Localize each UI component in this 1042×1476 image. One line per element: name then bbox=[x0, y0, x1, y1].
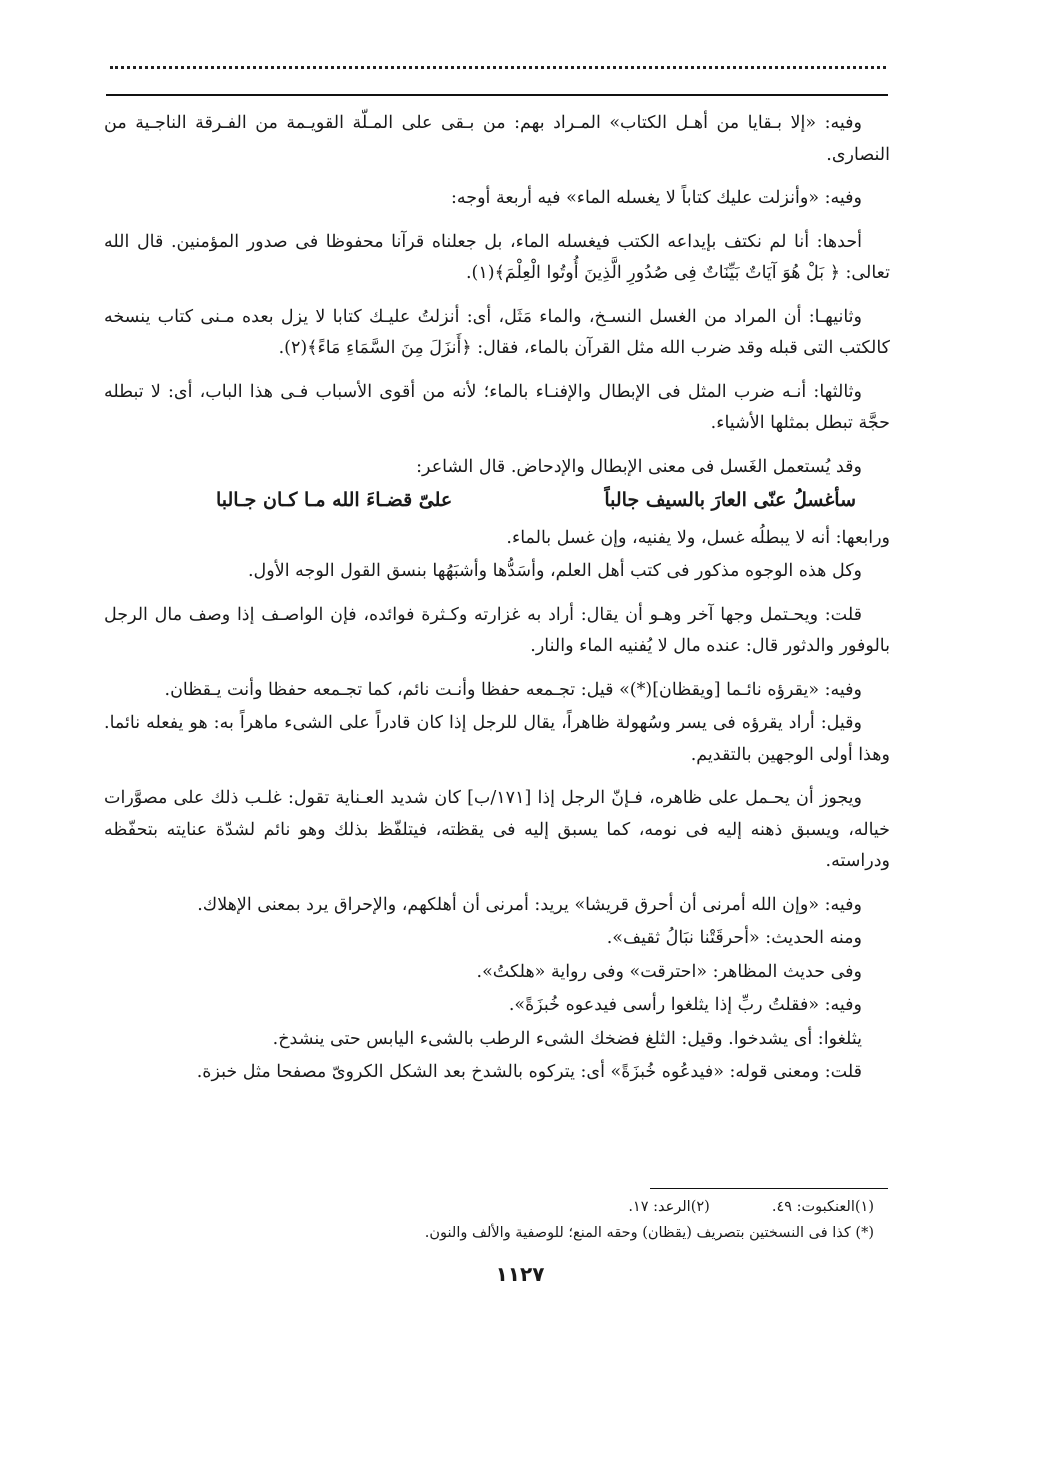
paragraph: وفيه: «وإن الله أمرنى أن أحرق قريشا» يريد: أمرنى أن أهلكهم، والإحراق يرد بمعنى الإهلاك. bbox=[197, 894, 862, 915]
paragraph: يثلغوا: أى يشدخوا. وقيل: الثلغ فضخك الشىء الرطب بالشىء اليابس حتى ينشدخ. bbox=[272, 1028, 862, 1049]
page-number: ١١٢٧ bbox=[495, 1262, 545, 1286]
footnote: (٢)الرعد: ١٧. bbox=[628, 1199, 710, 1215]
paragraph: وثانيهـا: أن المراد من الغسل النسـخ، والماء مَثَل، أى: أنزلتُ عليـك كتابا لا يزل بعده مـنى كتاب ينسخه كالكتب التى قبله وقد ضرب الله مثل القرآن بالماء، فقال: ﴿أَنزَلَ مِنَ السَّمَاءِ مَاءً﴾(٢). bbox=[104, 306, 890, 358]
footnotes bbox=[300, 1194, 874, 1246]
footnote-rule bbox=[650, 1188, 888, 1189]
footnote: (١)العنكبوت: ٤٩. bbox=[771, 1199, 874, 1215]
paragraph: وفيه: «يقرؤه نائـما [ويقظان](*)» قيل: تجـمعه حفظا وأنـت نائم، كما تجـمعه حفظا وأنت يـقظان. bbox=[164, 679, 862, 700]
paragraph: وفى حديث المظاهر: «احترقت» وفى رواية «هلكتُ». bbox=[476, 961, 862, 982]
paragraph: وقد يُستعمل الغَسل فى معنى الإبطال والإدحاض. قال الشاعر: bbox=[416, 456, 862, 477]
verse-first-hemistich: سأغسلُ عنّى العارَ بالسيف جالباً bbox=[604, 489, 856, 511]
footnote-row bbox=[300, 1194, 874, 1220]
main-text bbox=[104, 108, 890, 1091]
paragraph: وقيل: أراد يقرؤه فى يسر وسُهولة ظاهراً، يقال للرجل إذا كان قادراً على الشىء ماهراً به: هو يفعله نائما. وهذا أولى الوجهين بالتقديم. bbox=[104, 713, 890, 765]
paragraph: وكل هذه الوجوه مذكور فى كتب أهل العلم، وأسَدُّها وأشبَهُها بنسق القول الوجه الأول. bbox=[247, 561, 862, 581]
paragraph: وفيه: «إلا بـقايا من أهـل الكتاب» المـراد بهم: من بـقى على المـلّة القويـمة من الفـرقة الناجـية من النصارى. bbox=[104, 113, 890, 165]
paragraph: ورابعها: أنه لا يبطلُه غسل، ولا يفنيه، وإن غسل بالماء. bbox=[506, 527, 890, 548]
footnote: (*) كذا فى النسختين بتصريف (يقظان) وحقه المنع؛ للوصفية والألف والنون. bbox=[424, 1225, 874, 1241]
paragraph: وثالثها: أنـه ضرب المثل فى الإبطال والإفنـاء بالماء؛ لأنه من أقوى الأسباب فـى هذا الباب، أى: لا تبطله حجَّة تبطل بمثلها الأشياء. bbox=[104, 381, 890, 433]
poem-verse bbox=[104, 485, 890, 517]
paragraph: ويجوز أن يحـمل على ظاهره، فـإنّ الرجل إذا [١٧١/ب] كان شديد العـناية تقول: غلـب ذلك على مصوَّرات خياله، ويسبق ذهنه إليه فى نومه، كما يسبق إليه فى يقظته، فيتلفّظ بذلك وهو نائم لشدّة عنايته بتحفّظه ودراسته. bbox=[104, 788, 890, 871]
paragraph: قلت: ومعنى قوله: «فيدعُوه خُبزَةً» أى: يتركوه بالشدخ بعد الشكل الكروىّ مصفحا مثل خبزة. bbox=[196, 1062, 862, 1082]
header-dotted-line bbox=[110, 66, 886, 79]
paragraph: ومنه الحديث: «أحرقَتْنا نبَالُ ثقيف». bbox=[606, 928, 862, 948]
paragraph: أحدها: أنا لم نكتف بإيداعه الكتب فيغسله الماء، بل جعلناه قرآنا محفوظا فى صدور المؤمنين. قال الله تعالى: ﴿ بَلْ هُوَ آيَاتٌ بَيِّنَاتٌ فِى صُدُورِ الَّذِينَ أُوتُوا الْعِلْمَ﴾(١). bbox=[104, 231, 890, 283]
paragraph: وفيه: «فقلتُ ربِّ إذا يثلغوا رأسى فيدعوه خُبزَةً». bbox=[508, 995, 862, 1015]
paragraph: وفيه: «وأنزلت عليك كتاباً لا يغسله الماء» فيه أربعة أوجه: bbox=[450, 188, 862, 208]
verse-second-hemistich: علىّ قضـاءَ الله مـا كـان جـالبا bbox=[216, 489, 453, 511]
paragraph: قلت: ويحـتمل وجها آخر وهـو أن يقال: أراد به غزارته وكـثرة فوائده، فإن الواصـف إذا وصف مال الرجل بالوفور والدثور قال: عنده مال لا يُفنيه الماء والنار. bbox=[104, 604, 890, 656]
header-rule bbox=[106, 94, 888, 96]
